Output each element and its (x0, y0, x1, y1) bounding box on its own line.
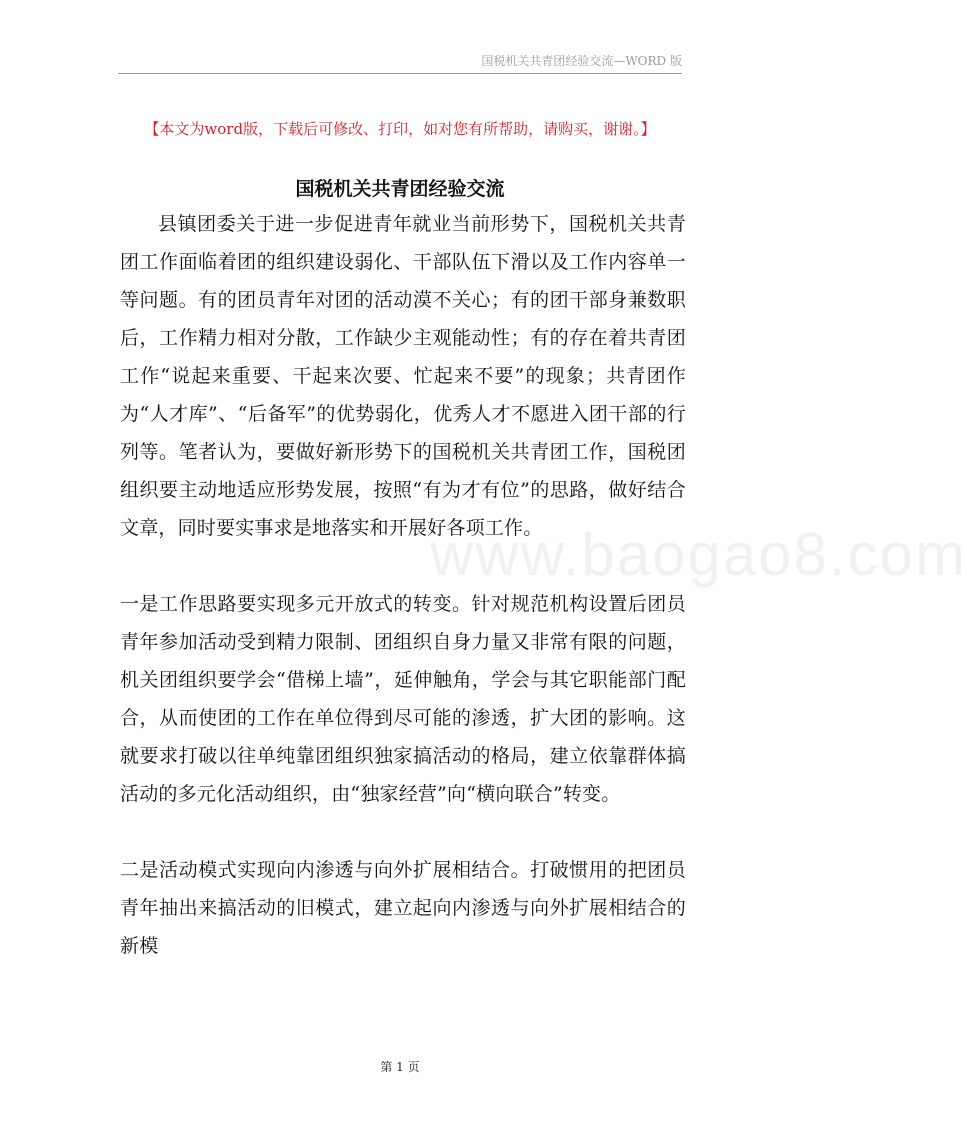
paragraph-intro: 县镇团委关于进一步促进青年就业当前形势下，国税机关共青团工作面临着团的组织建设弱化、干部队伍下滑以及工作内容单一等问题。有的团员青年对团的活动漠不关心；有的团干部身兼数职后，工作精力相对分散，工作缺少主观能动性；有的存在着共青团工作“说起来重要、干起来次要、忙起来不要”的现象；共青团作为“人才库”、“后备军”的优势弱化，优秀人才不愿进入团干部的行列等。笔者认为，要做好新形势下的国税机关共青团工作，国税团组织要主动地适应形势发展，按照“有为才有位”的思路，做好结合文章，同时要实事求是地落实和开展好各项工作。 (120, 213, 686, 539)
header-divider (118, 73, 682, 74)
paragraph-point-two: 二是活动模式实现向内渗透与向外扩展相结合。打破惯用的把团员青年抽出来搞活动的旧模式，建立起向内渗透与向外扩展相结合的新模 (120, 859, 686, 957)
document-title: 国税机关共青团经验交流 (295, 178, 505, 200)
page-header: 国税机关共青团经验交流—WORD 版 (481, 54, 682, 68)
watermark: www.baogao8.com (430, 521, 967, 588)
purchase-notice: 【本文为word版，下载后可修改、打印，如对您有所帮助，请购买，谢谢。】 (144, 120, 656, 138)
document-body (120, 205, 686, 965)
paragraph-point-one: 一是工作思路要实现多元开放式的转变。针对规范机构设置后团员青年参加活动受到精力限制、团组织自身力量又非常有限的问题，机关团组织要学会“借梯上墙”，延伸触角，学会与其它职能部门配合，从而使团的工作在单位得到尽可能的渗透，扩大团的影响。这就要求打破以往单纯靠团组织独家搞活动的格局，建立依靠群体搞活动的多元化活动组织，由“独家经营”向“横向联合”转变。 (120, 593, 686, 805)
page-number: 第 1 页 (380, 1060, 420, 1074)
